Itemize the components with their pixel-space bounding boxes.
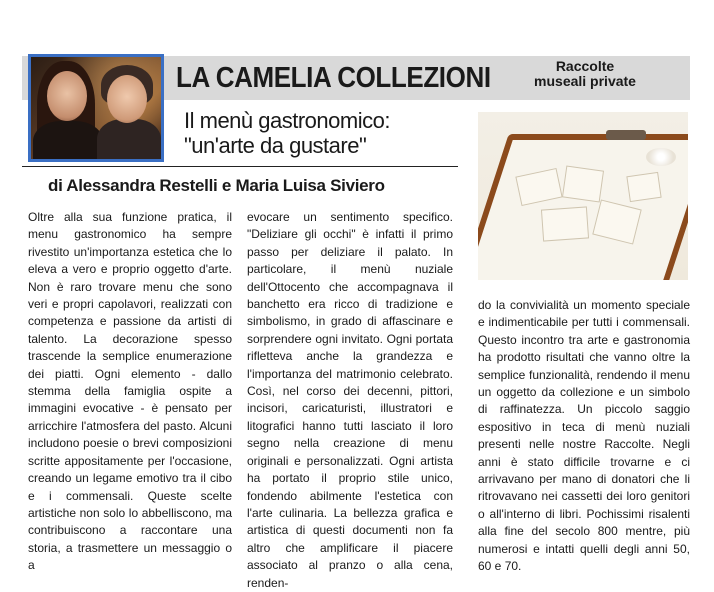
authors-photo [28,54,164,162]
menu-showcase-photo [478,112,688,280]
title-divider [22,166,458,167]
series-title: LA CAMELIA COLLEZIONI [176,60,491,94]
article-column-2: evocare un sentimento specifico. "Deliziare gli occhi" è infatti il primo passo per deliziare il palato. In particolare, il menù nuziale dell'Ottocento che accompagnava il banchetto era ricco di tradizione e simbolismo, in grado di affascinare e sorprendere ogni invitato. Ogni portata rifletteva anche la grandezza e l'importanza del matrimonio celebrato. Così, nel corso dei decenni, pittori, incisori, caricaturisti, illustratori e litografici hanno tutti lasciato il loro segno nella creazione di menu originali e personalizzati. Ogni artista ha portato il proprio stile unico, fondendo abilmente l'estetica con l'arte culinaria. La bellezza grafica e artistica di questi documenti non fa altro che amplificare il piacere associato al pranzo o alla cena, renden- [247,210,453,590]
title-line-1: Il menù gastronomico: [184,108,390,133]
article-column-3: do la convivialità un momento speciale e indimenticabile per tutti i commensali. Questo incontro tra arte e gastronomia ha prodotto risultati che vanno oltre la semplice funzionalità, rendendo il menu un oggetto da collezione e un simbolo di raffinatezza. Un piccolo saggio espositivo in teca di menù nuziali presenti nelle nostre Raccolte. Negli anni è stato difficile trovarne e ci arrivavano per mano di donatori che li ritrovavano nei cassetti dei loro genitori o all'interno di libri. Pochissimi risalenti alla fine del secolo 800 mentre, più numerosi e intatti quelli degli anni 50, 60 e 70. [478,298,690,574]
article-title [184,108,474,158]
byline: di Alessandra Restelli e Maria Luisa Siviero [48,176,385,195]
article-column-1: Oltre alla sua funzione pratica, il menu gastronomico ha sempre rivestito un'importanza estetica che lo eleva a vero e proprio oggetto d'arte. Non è raro trovare menu che sono veri e propri capolavori, realizzati con competenza e passione da artisti di talento. La decorazione spesso trascende la semplice enumerazione dei piatti. Ogni elemento - dallo stemma della famiglia ospite a immagini evocative - è pensato per arricchire l'atmosfera del pasto. Alcuni includono poesie o brevi composizioni scritte appositamente per l'occasione, creando un legame emotivo tra il cibo e i commensali. Queste scelte artistiche non solo lo abbelliscono, ma contribuiscono a raccontare una storia, a trasmettere un messaggio o a [28,210,232,573]
section-label: Raccolte museali private [534,58,636,89]
title-line-2: "un'arte da gustare" [184,133,367,158]
